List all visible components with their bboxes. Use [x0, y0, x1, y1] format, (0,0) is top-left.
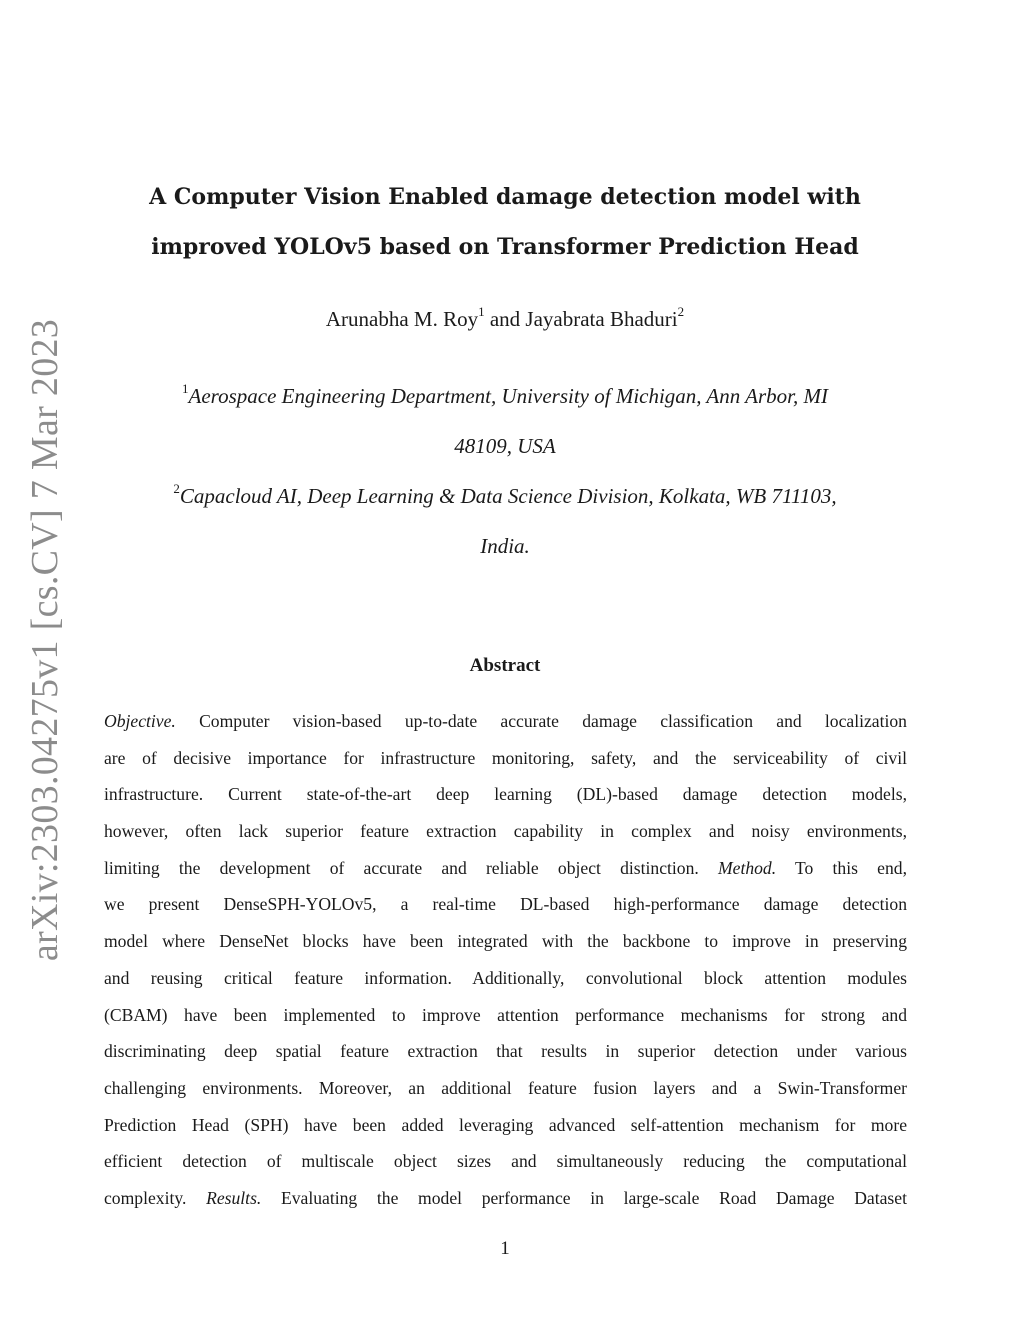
- abstract-line: model where DenseNet blocks have been integrated with the backbone to improve in preserving: [104, 931, 907, 952]
- affiliation-1-line-2: 48109, USA: [454, 434, 556, 458]
- affiliation-2-mark: 2: [173, 481, 180, 496]
- affiliation-2-line-1: Capacloud AI, Deep Learning & Data Science Division, Kolkata, WB 711103,: [179, 484, 837, 508]
- abstract-line: however, often lack superior feature extraction capability in complex and noisy environments,: [104, 821, 907, 842]
- author-list: [100, 306, 910, 332]
- abstract-line: infrastructure. Current state-of-the-art deep learning (DL)-based damage detection models,: [104, 784, 907, 805]
- abstract-line: are of decisive importance for infrastructure monitoring, safety, and the serviceability of civil: [104, 747, 907, 768]
- abstract-line: and reusing critical feature information. Additionally, convolutional block attention modules: [104, 967, 907, 988]
- affiliation-1-line-1: Aerospace Engineering Department, University of Michigan, Ann Arbor, MI: [188, 384, 828, 408]
- results-label: Results.: [206, 1187, 262, 1208]
- affiliation-1: [100, 366, 910, 471]
- author-1: Arunabha M. Roy: [325, 307, 479, 331]
- objective-label: Objective.: [104, 711, 176, 731]
- abstract-line: we present DenseSPH-YOLOv5, a real-time DL-based high-performance damage detection: [104, 894, 907, 915]
- title-line-1: A Computer Vision Enabled damage detection model with: [149, 184, 861, 210]
- author-1-affil-mark: 1: [478, 304, 485, 319]
- abstract-body: [104, 703, 907, 1217]
- arxiv-watermark: [10, 318, 80, 962]
- affiliation-2: [100, 466, 910, 571]
- method-label: Method.: [717, 857, 777, 878]
- title-line-2: improved YOLOv5 based on Transformer Prediction Head: [151, 234, 859, 260]
- author-2-affil-mark: 2: [677, 304, 685, 319]
- page-number: 1: [500, 1238, 510, 1259]
- affiliation-2-line-2: India.: [480, 534, 530, 558]
- abstract-line: complexity. Results. Evaluating the model performance in large-scale Road Damage Dataset: [104, 1187, 907, 1208]
- abstract-heading: Abstract: [469, 655, 541, 676]
- abstract-line: limiting the development of accurate and reliable object distinction. Method. To this end,: [104, 857, 907, 878]
- abstract-line: Prediction Head (SPH) have been added leveraging advanced self-attention mechanism for more: [104, 1114, 907, 1135]
- affiliation-1-mark: 1: [182, 381, 189, 396]
- arxiv-id: arXiv:2303.04275v1 [cs.CV] 7 Mar 2023: [24, 318, 66, 962]
- paper-title: [100, 172, 910, 272]
- author-conjunction: and: [489, 307, 521, 331]
- abstract-line: discriminating deep spatial feature extraction that results in superior detection under various: [104, 1041, 907, 1062]
- abstract-line: challenging environments. Moreover, an additional feature fusion layers and a Swin-Transformer: [104, 1077, 907, 1098]
- abstract-line: Objective. Computer vision-based up-to-date accurate damage classification and localization: [104, 711, 907, 731]
- author-2: Jayabrata Bhaduri: [525, 307, 678, 331]
- abstract-line: efficient detection of multiscale object sizes and simultaneously reducing the computational: [104, 1151, 907, 1172]
- abstract-line: (CBAM) have been implemented to improve attention performance mechanisms for strong and: [104, 1004, 907, 1025]
